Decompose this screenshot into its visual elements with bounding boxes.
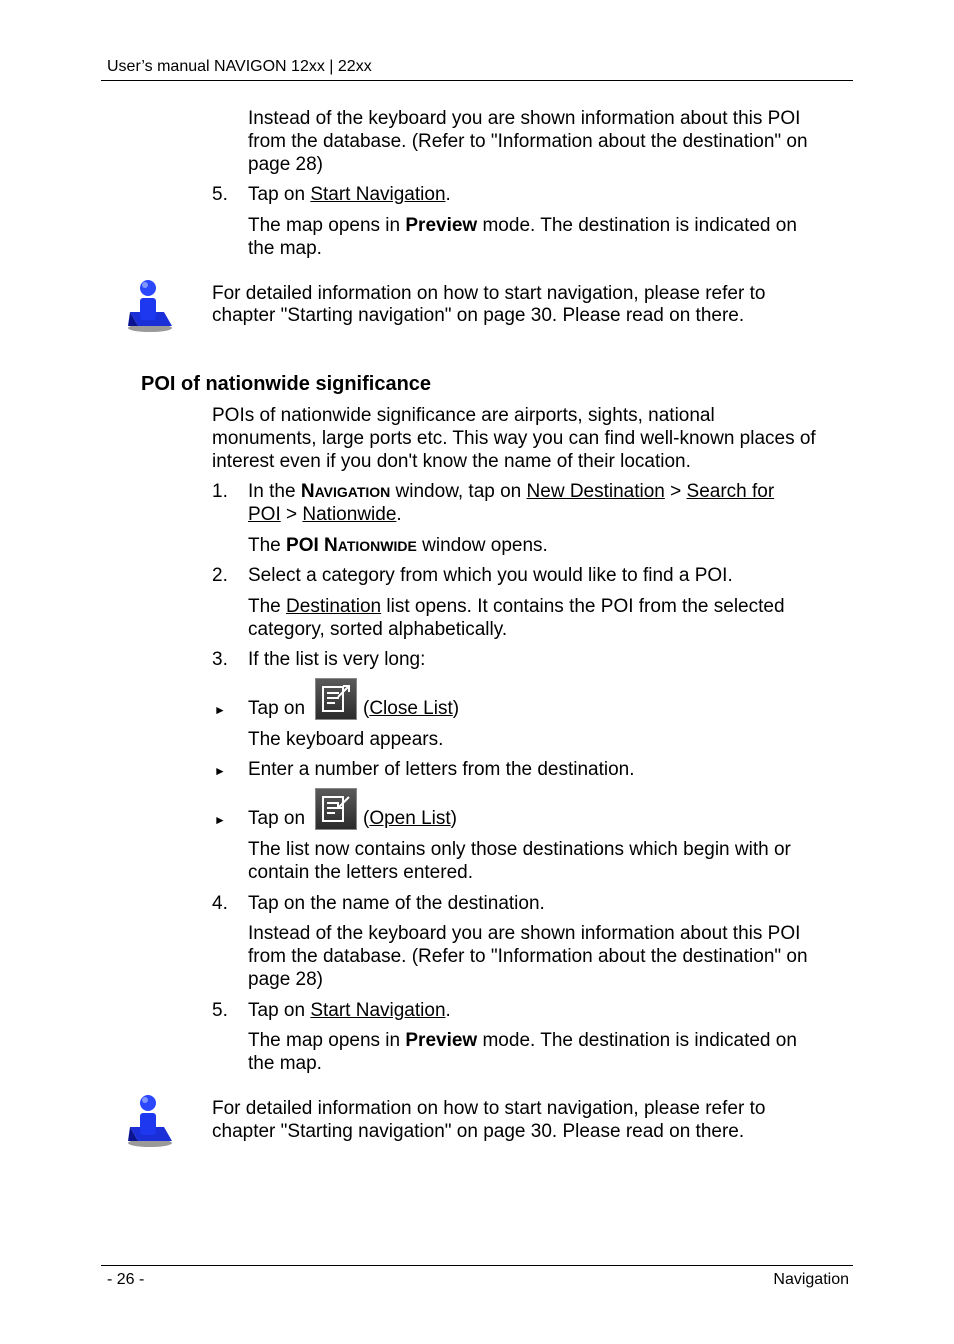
separator: > [280,504,303,525]
chapter-name: Navigation [773,1271,849,1288]
triangle-bullet-icon: ► [214,813,226,827]
text: ) [452,698,460,719]
new-destination-link[interactable]: New Destination [526,481,665,502]
nationwide-link[interactable]: Nationwide [302,504,397,525]
open-list-icon [316,789,356,829]
open-list-link[interactable]: Open List [369,808,451,829]
text: ATIONWIDE [337,538,417,554]
text: mode. The destination is indicated on [477,1030,797,1051]
bullet-3-result-line: The list now contains only those destinations which begin with or [248,839,791,860]
info-paragraph-line: page 28) [248,154,324,175]
navigation-window-name [301,481,390,502]
info-person-icon [124,278,176,334]
step-number: 3. [212,649,228,670]
step-1-result [248,534,548,558]
step-number: 5. [212,184,228,205]
step-number: 2. [212,565,228,586]
step-2-text: Select a category from which you would like to find a POI. [248,565,733,586]
triangle-bullet-icon: ► [214,703,226,717]
close-list-icon [316,679,356,719]
start-navigation-link[interactable]: Start Navigation [310,1000,446,1021]
search-for-poi-link[interactable]: POI [248,504,281,525]
step-1-line [248,503,402,526]
triangle-bullet-icon: ► [214,764,226,778]
page-number: - 26 - [107,1271,145,1288]
text: POI N [286,535,338,556]
text: window opens. [416,535,548,556]
footer-rule [101,1265,853,1266]
info-paragraph-line: from the database. (Refer to "Information about the destination" on [248,131,808,152]
info-person-icon [124,1093,176,1149]
step-5-text [248,999,451,1022]
close-list-icon[interactable] [315,678,357,720]
preview-term: Preview [405,215,478,236]
text: ( [363,808,370,829]
text: AVIGATION [314,484,391,500]
map-opens-line: the map. [248,1053,322,1074]
text: The [248,535,287,556]
running-header: User’s manual NAVIGON 12xx | 22xx [107,58,372,75]
note-line: chapter "Starting navigation" on page 30. Please read on there. [212,305,745,326]
step-4-result-line: page 28) [248,969,324,990]
step-4-result-line: Instead of the keyboard you are shown information about this POI [248,923,801,944]
step-2-result [248,595,785,618]
intro-line: interest even if you don't know the name of their location. [212,451,691,472]
step-1-line [248,480,774,504]
text: Tap on [248,1000,311,1021]
punctuation: . [445,184,451,205]
note-line: For detailed information on how to start navigation, please refer to [212,283,766,304]
step-number: 1. [212,481,228,502]
poi-nationwide-window-name [286,535,417,556]
intro-line: monuments, large ports etc. This way you can find well-known places of [212,428,816,449]
note-line: chapter "Starting navigation" on page 30. Please read on there. [212,1121,745,1142]
bullet-tap-on: Tap on [248,698,306,719]
text: The map opens in [248,215,406,236]
step-text: Tap on [248,184,311,205]
info-paragraph-line: Instead of the keyboard you are shown information about this POI [248,108,801,129]
intro-line: POIs of nationwide significance are airports, sights, national [212,405,715,426]
punctuation: . [396,504,402,525]
open-list-icon[interactable] [315,788,357,830]
close-list-label [363,697,459,720]
text: The [248,596,287,617]
step-5-text [248,183,451,206]
header-rule [101,80,853,81]
step-number: 5. [212,1000,228,1021]
text: In the [248,481,301,502]
preview-term: Preview [405,1030,478,1051]
map-opens-line: the map. [248,238,322,259]
step-2-result-line: category, sorted alphabetically. [248,619,508,640]
destination-link[interactable]: Destination [286,596,382,617]
section-heading: POI of nationwide significance [141,373,432,395]
close-list-link[interactable]: Close List [369,698,453,719]
text: mode. The destination is indicated on [477,215,797,236]
start-navigation-link[interactable]: Start Navigation [310,184,446,205]
search-for-poi-link[interactable]: Search for [686,481,775,502]
separator: > [664,481,687,502]
text: N [300,481,315,502]
text: list opens. It contains the POI from the selected [381,596,785,617]
note-line: For detailed information on how to start navigation, please refer to [212,1098,766,1119]
bullet-3-result-line: contain the letters entered. [248,862,473,883]
bullet-1-result: The keyboard appears. [248,729,444,750]
map-opens-line [248,1029,797,1052]
step-number: 4. [212,893,228,914]
step-3-text: If the list is very long: [248,649,426,670]
map-opens-line [248,214,797,237]
text: window, tap on [390,481,527,502]
step-4-text: Tap on the name of the destination. [248,893,545,914]
text: ( [363,698,370,719]
text: The map opens in [248,1030,406,1051]
text: ) [450,808,457,829]
step-4-result-line: from the database. (Refer to "Information about the destination" on [248,946,808,967]
bullet-tap-on: Tap on [248,808,306,829]
open-list-label [363,807,457,830]
bullet-2-text: Enter a number of letters from the destination. [248,759,635,780]
punctuation: . [445,1000,451,1021]
